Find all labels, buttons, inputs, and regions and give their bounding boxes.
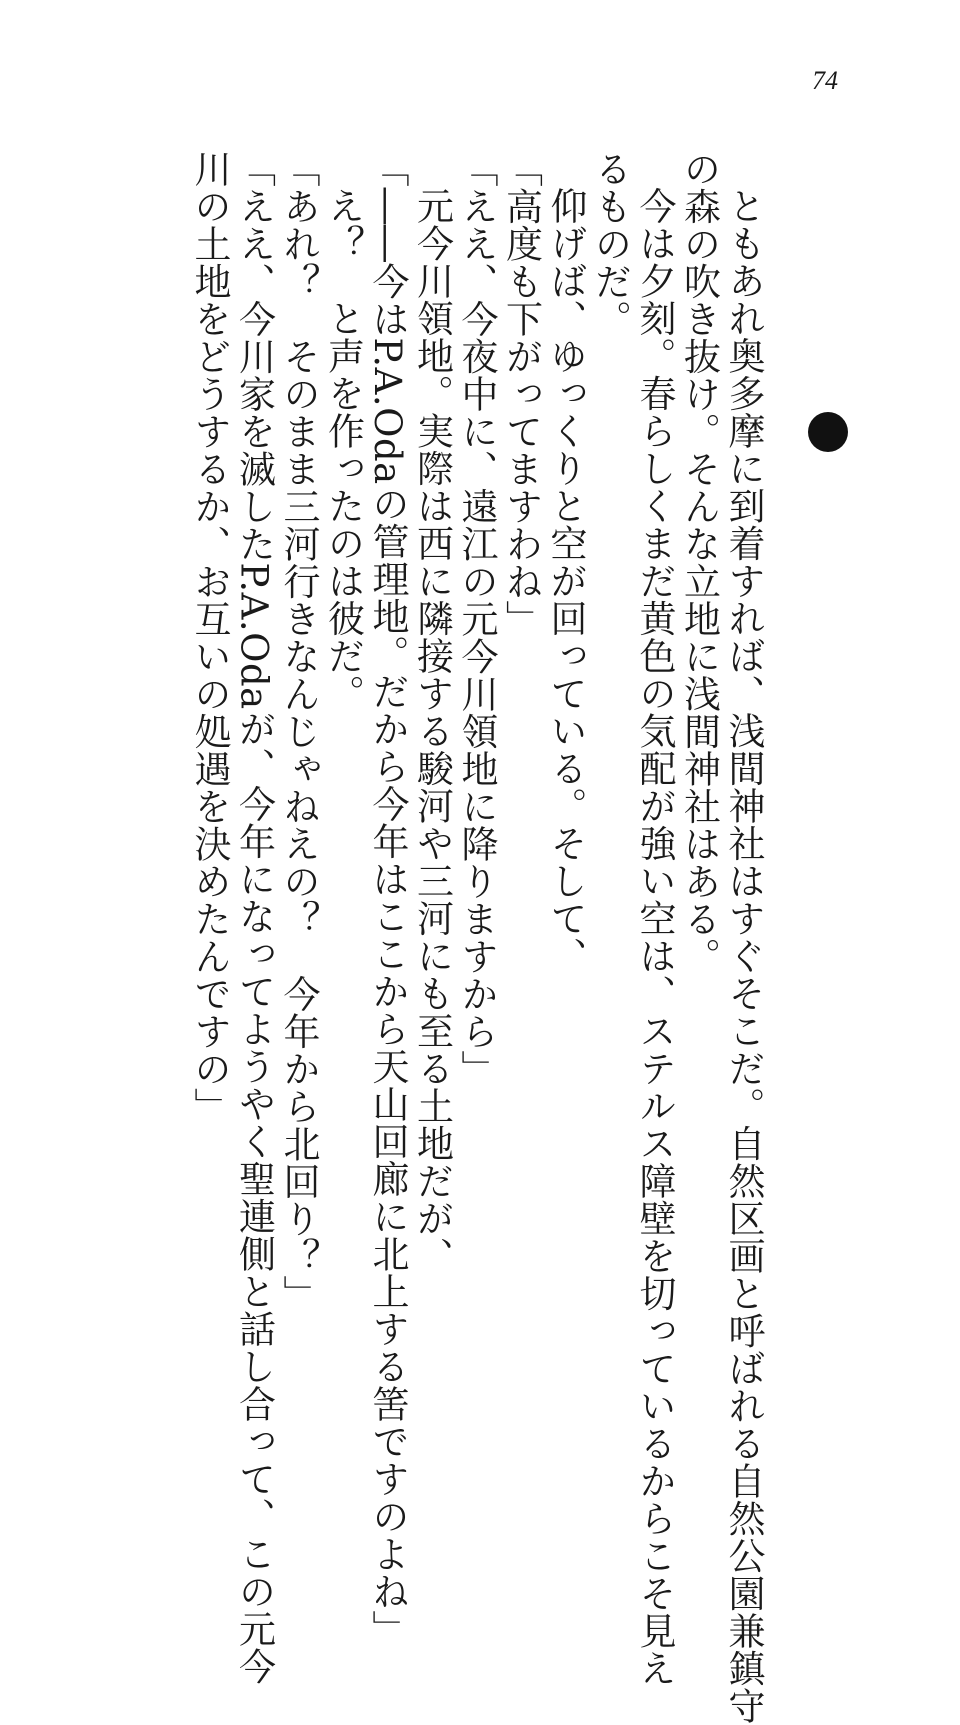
page-number: 74 [812,66,838,95]
text-line: 「――今はP.A.Odaの管理地。だから今年はここから天山回廊に北上する筈ですのよね」 [366,150,409,1648]
text-line: 元今川領地。実際は西に隣接する駿河や三河にも至る土地だが、 [410,187,454,1275]
text-line: え？ と声を作ったのは彼だ。 [321,187,365,712]
text-line: 「高度も下がってますわね」 [499,150,543,638]
text-line: るものだ。 [588,150,632,338]
text-line: 川の土地をどうするか、お互いの処遇を決めたんですの」 [188,150,231,1125]
text-line: 「ええ、今夜中に、遠江の元今川領地に降りますから」 [455,150,498,1088]
text-line: 仰げば、ゆっくりと空が回っている。そして、 [544,187,587,975]
vertical-text-body [187,150,766,1725]
text-line: 「ええ、今川家を滅したP.A.Odaが、今年になってようやく聖連側と話し合って、この元今 [232,150,276,1685]
text-line: 「あれ？ そのまま三河行きなんじゃねえの？ 今年から北回り？」 [277,150,320,1313]
text-line: の森の吹き抜け。そんな立地に浅間神社はある。 [677,150,721,975]
text-line: 今は夕刻。春らしくまだ黄色の気配が強い空は、ステルス障壁を切っているからこそ見え [633,187,676,1687]
section-bullet [808,412,848,452]
text-line: ともあれ奥多摩に到着すれば、浅間神社はすぐそこだ。自然区画と呼ばれる自然公園兼鎮守 [722,187,765,1725]
